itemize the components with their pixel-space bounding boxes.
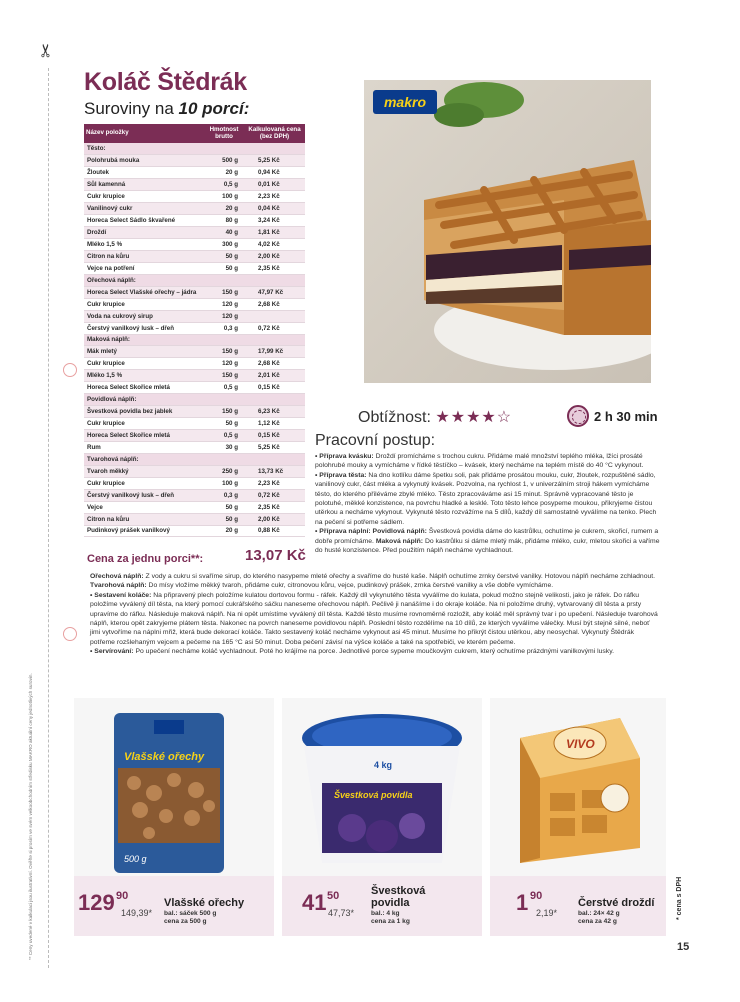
- ingredient-weight: 100 g: [204, 477, 244, 489]
- ingredient-price: 6,23 Kč: [244, 406, 305, 418]
- ingredient-name: Sůl kamenná: [84, 179, 204, 191]
- step-dough: • Příprava těsta: Na dno kotlíku dáme špetku soli, pak přidáme prosátou mouku, cukr, žloutek, rozpuštěné sádlo, vanilinový cukr, část mléka a vykynutý kvásek. Pozvolna, na rychlost 1, v univerzálním stroji hákem vymícháme těsto, do kterého přiléváme zbylé mléko. Těsto zpracováváme asi 15 minut. Správně vypracované těsto je polotuhé, měkké konzistence, na povrchu hladké a lesklé. Toto těsto lehce posypeme moukou, přikryjeme čistou utěrkou a necháme vykynout. Vykynuté těsto rozvážíme na 5 dílů, každý díl samostatně vyválíme na tenko. Plech na pečení si potřeme sádlem.: [315, 471, 657, 526]
- ingredient-price: 0,72 Kč: [244, 489, 305, 501]
- ingredient-price: [244, 310, 305, 322]
- ingredient-price: 0,15 Kč: [244, 382, 305, 394]
- price-decimal: 90: [530, 890, 543, 902]
- ingredient-name: Ořechová náplň:: [84, 274, 204, 286]
- ingredient-name: Cukr krupice: [84, 191, 204, 203]
- ingredient-weight: 50 g: [204, 250, 244, 262]
- step-subtitle: Povidlová náplň:: [372, 528, 427, 536]
- product-image-yeast: [490, 698, 666, 876]
- table-row: [84, 191, 305, 203]
- difficulty: [358, 407, 512, 427]
- product-unit: cena za 1 kg: [371, 918, 410, 925]
- ingredients-table: [84, 124, 305, 537]
- ingredient-weight: 150 g: [204, 370, 244, 382]
- punch-hole-mark: [63, 627, 77, 641]
- ingredient-price: 5,25 Kč: [244, 441, 305, 453]
- procedure-title: Pracovní postup:: [315, 432, 436, 449]
- ingredient-weight: 30 g: [204, 441, 244, 453]
- ingredient-price: 1,81 Kč: [244, 227, 305, 239]
- table-row: [84, 262, 305, 274]
- ingredient-name: Vejce: [84, 501, 204, 513]
- price-decimal: 50: [327, 890, 340, 902]
- ingredient-name: Citron na kůru: [84, 513, 204, 525]
- ingredient-name: Cukr krupice: [84, 298, 204, 310]
- step-subtitle: Tvarohová náplň:: [90, 582, 147, 590]
- ingredient-price: 2,68 Kč: [244, 358, 305, 370]
- ingredient-weight: 0,3 g: [204, 489, 244, 501]
- price-with-vat: 2,19*: [536, 908, 558, 918]
- plum-jam-pack-label: Švestková povidla: [334, 790, 413, 800]
- portion-price-label: Cena za jednu porci**:: [87, 553, 204, 565]
- ingredient-weight: [204, 394, 244, 406]
- step-text: Z vody a cukru si svaříme sirup, do kterého nasypeme mleté ořechy a svaříme do husté kaše. Náplň ochutíme zrnky čerstvé vanilky. Hotovou náplň necháme zchladnout.: [145, 573, 656, 580]
- procedure-steps-right: [315, 452, 660, 555]
- column-header-price: Kalkulovaná cena (bez DPH): [248, 125, 301, 140]
- ingredient-name: Žloutek: [84, 167, 204, 179]
- step-text: Po upečení necháme koláč vychladnout. Poté ho krájíme na porce. Jednotlivé porce sypeme moučkovým cukrem, který ochutíme prázdnými vanilkovými lusky.: [135, 648, 614, 656]
- ingredient-price: 0,04 Kč: [244, 203, 305, 215]
- product-name: Vlašské ořechy: [164, 897, 245, 909]
- table-row: [84, 215, 305, 227]
- ingredient-name: Citron na kůru: [84, 250, 204, 262]
- ingredient-name: Čerstvý vanilkový lusk – dřeň: [84, 489, 204, 501]
- ingredient-price: 0,15 Kč: [244, 430, 305, 442]
- side-note: ** Ceny uvedené v kalkulaci jsou ilustrativní. Ověřte si prosím ve svém velkoobchodním středisku MAKRO aktuální ceny jednotlivých surovin.: [28, 673, 33, 960]
- step-fillings-cont: [90, 572, 660, 591]
- table-row: [84, 430, 305, 442]
- ingredient-name: Cukr krupice: [84, 477, 204, 489]
- product-image-plum-jam: [282, 698, 482, 876]
- ingredient-name: Tvaroh měkký: [84, 465, 204, 477]
- product-name: Čerstvé droždí: [578, 897, 655, 909]
- column-header-weight: Hmotnost brutto: [209, 125, 239, 140]
- ingredient-weight: 100 g: [204, 191, 244, 203]
- ingredient-name: Maková náplň:: [84, 334, 204, 346]
- ingredient-weight: 20 g: [204, 167, 244, 179]
- step-text: Do kastrůlku si dáme mletý mák, přidáme mléko, cukr, mletou skořici a vaříme do husté konzistence. Před použitím náplň necháme vychladnout.: [315, 537, 660, 555]
- ingredient-weight: 0,5 g: [204, 382, 244, 394]
- product-name: Švestková povidla: [371, 885, 426, 909]
- step-serving: • Servírování: Po upečení necháme koláč vychladnout. Poté ho krájíme na porce. Jednotlivé porce sypeme moučkovým cukrem, který ochutíme prázdnými vanilkovými lusky.: [90, 648, 614, 656]
- product-pack: bal.: 24× 42 g: [578, 910, 620, 917]
- table-row: [84, 489, 305, 501]
- product-card-yeast: [490, 876, 666, 936]
- price-integer: 129: [78, 890, 115, 915]
- ingredient-weight: 0,3 g: [204, 322, 244, 334]
- makro-logo: makro: [373, 90, 437, 114]
- step-subtitle: Maková náplň:: [375, 537, 424, 545]
- ingredient-price: 2,35 Kč: [244, 262, 305, 274]
- step-title: Sestavení koláče:: [94, 591, 152, 599]
- table-section-row: [84, 334, 305, 346]
- table-row: [84, 370, 305, 382]
- step-text: Droždí promícháme s trochou cukru. Přidáme malé množství teplého mléka, lžíci prosáté polohrubé mouky a vymícháme v řídké těstíčko – kvásek, který necháme na teplém místě do 40 °C vykynout.: [315, 453, 644, 470]
- ingredient-name: Cukr krupice: [84, 418, 204, 430]
- ingredient-price: 2,23 Kč: [244, 477, 305, 489]
- recipe-title: Koláč Štědrák: [84, 68, 247, 96]
- ingredient-weight: 150 g: [204, 406, 244, 418]
- portions-count: 10 porcí:: [178, 99, 250, 118]
- ingredient-weight: 0,5 g: [204, 179, 244, 191]
- table-section-row: [84, 453, 305, 465]
- ingredient-name: Horeca Select Skořice mletá: [84, 382, 204, 394]
- ingredient-weight: 120 g: [204, 310, 244, 322]
- plum-jam-bucket-illustration: [282, 698, 482, 876]
- table-row: [84, 239, 305, 251]
- yeast-box-illustration: [490, 698, 666, 876]
- ingredient-name: Těsto:: [84, 143, 204, 155]
- ingredient-price: 3,24 Kč: [244, 215, 305, 227]
- ingredient-weight: 50 g: [204, 262, 244, 274]
- table-section-row: [84, 394, 305, 406]
- table-row: [84, 286, 305, 298]
- table-row: [84, 465, 305, 477]
- ingredient-price: [244, 274, 305, 286]
- ingredient-price: 1,12 Kč: [244, 418, 305, 430]
- ingredient-name: Vanilinový cukr: [84, 203, 204, 215]
- product-unit: cena za 42 g: [578, 918, 617, 925]
- ingredient-name: Čerstvý vanilkový lusk – dřeň: [84, 322, 204, 334]
- step-title: Příprava náplní:: [319, 528, 371, 536]
- product-card-walnuts: [74, 876, 274, 936]
- vat-note: * cena s DPH: [676, 876, 683, 920]
- procedure-steps-full: [90, 572, 660, 657]
- table-row: [84, 358, 305, 370]
- product-card-plum-jam: [282, 876, 482, 936]
- preparation-time: 2 h 30 min: [594, 409, 658, 424]
- ingredient-price: 2,00 Kč: [244, 250, 305, 262]
- ingredient-name: Cukr krupice: [84, 358, 204, 370]
- ingredient-weight: [204, 274, 244, 286]
- page-number: 15: [677, 941, 690, 953]
- ingredient-name: Pudinkový prášek vanilkový: [84, 525, 204, 537]
- ingredient-price: [244, 453, 305, 465]
- ingredient-price: 2,35 Kč: [244, 501, 305, 513]
- ingredient-weight: 500 g: [204, 155, 244, 167]
- ingredient-price: 17,99 Kč: [244, 346, 305, 358]
- plum-jam-pack-weight: 4 kg: [374, 760, 393, 770]
- table-row: [84, 346, 305, 358]
- ingredient-price: [244, 394, 305, 406]
- table-row: [84, 250, 305, 262]
- ingredient-price: 47,97 Kč: [244, 286, 305, 298]
- ingredient-price: 4,02 Kč: [244, 239, 305, 251]
- table-row: [84, 227, 305, 239]
- step-subtitle: Ořechová náplň:: [90, 573, 144, 580]
- ingredient-weight: 50 g: [204, 513, 244, 525]
- ingredient-weight: 120 g: [204, 298, 244, 310]
- difficulty-label: Obtížnost:: [358, 409, 431, 426]
- table-row: [84, 418, 305, 430]
- step-title: Příprava kvásku:: [319, 453, 374, 460]
- table-row: [84, 501, 305, 513]
- table-row: [84, 203, 305, 215]
- ingredient-name: Rum: [84, 441, 204, 453]
- step-title: Příprava těsta:: [319, 471, 367, 479]
- table-row: [84, 167, 305, 179]
- ingredient-weight: 50 g: [204, 418, 244, 430]
- ingredient-weight: 20 g: [204, 203, 244, 215]
- table-row: [84, 310, 305, 322]
- ingredient-weight: 250 g: [204, 465, 244, 477]
- yeast-pack-label: VIVO: [566, 737, 595, 751]
- ingredient-name: Švestková povidla bez jablek: [84, 406, 204, 418]
- ingredient-weight: 0,5 g: [204, 430, 244, 442]
- price-decimal: 90: [116, 890, 129, 902]
- cake-photo: [364, 80, 651, 383]
- ingredient-price: 13,73 Kč: [244, 465, 305, 477]
- cut-line: [48, 68, 49, 968]
- ingredient-weight: 150 g: [204, 346, 244, 358]
- ingredient-price: 0,88 Kč: [244, 525, 305, 537]
- table-row: [84, 525, 305, 537]
- price-integer: 41: [302, 890, 327, 915]
- ingredient-name: Voda na cukrový sirup: [84, 310, 204, 322]
- ingredient-weight: [204, 453, 244, 465]
- subtitle-prefix: Suroviny na: [84, 99, 174, 118]
- price-with-vat: 47,73*: [328, 908, 355, 918]
- ingredient-price: 0,94 Kč: [244, 167, 305, 179]
- product-unit: cena za 500 g: [164, 918, 207, 925]
- price-with-vat: 149,39*: [121, 908, 153, 918]
- walnuts-pack-label: Vlašské ořechy: [124, 751, 205, 763]
- step-text: Na dno kotlíku dáme špetku soli, pak přidáme prosátou mouku, cukr, žloutek, rozpuštěné sádlo, vanilinový cukr, část mléka a vykynutý kvásek. Pozvolna, na rychlost 1, v univerzálním stroji hákem vymícháme těsto, do kterého přiléváme zbylé mléko. Těsto zpracováváme asi 15 minut. Správně vypracované těsto je polotuhé, měkké konzistence, na povrchu hladké a lesklé. Toto těsto lehce posypeme moukou, přikryjeme čistou utěrkou a necháme vykynout. Vykynuté těsto rozvážíme na 5 dílů, každý díl samostatně vyválíme na tenko. Plech na pečení si potřeme sádlem.: [315, 471, 657, 526]
- step-text: Na připravený plech položíme kulatou dortovou formu - ráfek. Každý díl vykynutého těsta vyválíme do kulata, pokud možno stejně velikosti, jako je ráfek. Do ráfku položíme vyválený díl těsta, na který pomocí cukrářského sáčku naneseme ořechovou náplň. Pečlivě ji nanášíme i do okraje koláče. Na ni položíme druhý, vytvarovaný díl těsta a prsty upravíme do ráfku. Následuje maková náplň. Na ni opět umístíme vyválený díl těsta. Každé těsto musíme rovnoměrně rozložit, aby koláč měl správný tvar i po upečení. Následuje tvarohová náplň, kterou opět zakryjeme plátem těsta. Nakonec na povrch naneseme povidlovou náplň. Poslední těsto rozdělíme na 10 dílů, ze kterých vyválíme válečky. Musí být stejně silné, neboť jimi vytvoříme na náplni mřiž, která bude dekorací koláče. Takto sestavený koláč necháme vykynout asi 45 minut. Musíme ho přikrýt čistou utěrkou, aby neosychal. Vykynutý Štědrák potřeme rozšlehaným vejcem a pečeme na 165 °C asi 50 minut. Doba pečení závisí na výšce koláče a také na spotřebiči, ve kterém pečeme.: [90, 591, 658, 646]
- step-fillings: • Příprava náplní: Povidlová náplň: Švestková povidla dáme do kastrůlku, ochutíme je cukrem, skořicí, rumem a dobře promícháme. Maková náplň: Do kastrůlku si dáme mletý mák, přidáme mléko, cukr, mletou skořici a vaříme do husté konzistence. Před použitím náplň necháme vychladnout.: [315, 528, 660, 555]
- step-text: Do mísy vložíme měkký tvaroh, přidáme cukr, citronovou kůru, vejce, pudinkový prášek, zrnka čerstvé vanilky a vše dobře vymícháme.: [148, 582, 554, 590]
- ingredient-name: Horeca Select Sádlo škvařené: [84, 215, 204, 227]
- table-section-row: [84, 274, 305, 286]
- ingredient-price: [244, 143, 305, 155]
- ingredient-name: Mléko 1,5 %: [84, 370, 204, 382]
- column-header-name: Název položky: [86, 129, 129, 137]
- clock-ring-icon: [567, 405, 589, 427]
- step-text: Švestková povidla dáme do kastrůlku, ochutíme je cukrem, skořicí, rumem a dobře promícháme.: [315, 528, 659, 545]
- portion-price-value: 13,07 Kč: [245, 547, 306, 564]
- ingredient-name: Mák mletý: [84, 346, 204, 358]
- table-row: [84, 322, 305, 334]
- ingredient-price: 0,72 Kč: [244, 322, 305, 334]
- ingredient-weight: 120 g: [204, 358, 244, 370]
- table-section-row: [84, 143, 305, 155]
- table-header-row: [84, 124, 305, 143]
- ingredient-weight: 50 g: [204, 501, 244, 513]
- step-assembly: • Sestavení koláče: Na připravený plech položíme kulatou dortovou formu - ráfek. Každý díl vykynutého těsta vyválíme do kulata, pokud možno stejně velikosti, jako je ráfek. Do ráfku položíme vyválený díl těsta, na který pomocí cukrářského sáčku naneseme ořechovou náplň. Pečlivě ji nanášíme i do okraje koláče. Na ni položíme druhý, vytvarovaný díl těsta a prsty upravíme do ráfku. Následuje maková náplň. Na ni opět umístíme vyválený díl těsta. Každé těsto musíme rovnoměrně rozložit, aby koláč měl správný tvar i po upečení. Následuje tvarohová náplň, kterou opět zakryjeme plátem těsta. Nakonec na povrch naneseme povidlovou náplň. Poslední těsto rozdělíme na 10 dílů, ze kterých vyválíme válečky. Musí být stejně silné, neboť jimi vytvoříme na náplni mřiž, která bude dekorací koláče. Takto sestavený koláč necháme vykynout asi 45 minut. Musíme ho přikrýt čistou utěrkou, aby neosychal. Vykynutý Štědrák potřeme rozšlehaným vejcem a pečeme na 165 °C asi 50 minut. Doba pečení závisí na výšce koláče a také na spotřebiči, ve kterém pečeme.: [90, 591, 658, 646]
- ingredient-price: 2,23 Kč: [244, 191, 305, 203]
- walnuts-pack-weight: 500 g: [124, 854, 147, 864]
- ingredient-weight: 20 g: [204, 525, 244, 537]
- product-image-walnuts: [74, 698, 274, 876]
- table-row: [84, 406, 305, 418]
- step-starter: • Příprava kvásku: Droždí promícháme s trochou cukru. Přidáme malé množství teplého mléka, lžíci prosáté polohrubé mouky a vymícháme v řídké těstíčko – kvásek, který necháme na teplém místě do 40 °C vykynout.: [315, 453, 644, 470]
- cake-illustration: [364, 80, 651, 383]
- ingredient-price: 2,00 Kč: [244, 513, 305, 525]
- ingredient-price: 0,01 Kč: [244, 179, 305, 191]
- scissors-icon: ✂: [36, 42, 57, 59]
- table-row: [84, 477, 305, 489]
- recipe-subtitle: [84, 99, 249, 119]
- table-row: [84, 382, 305, 394]
- ingredient-name: Vejce na potření: [84, 262, 204, 274]
- ingredient-name: Povidlová náplň:: [84, 394, 204, 406]
- ingredient-name: Droždí: [84, 227, 204, 239]
- ingredient-weight: 300 g: [204, 239, 244, 251]
- ingredient-name: Mléko 1,5 %: [84, 239, 204, 251]
- ingredients-table-body: [84, 143, 305, 537]
- table-row: [84, 179, 305, 191]
- ingredient-weight: [204, 334, 244, 346]
- ingredient-price: 2,01 Kč: [244, 370, 305, 382]
- ingredient-price: [244, 334, 305, 346]
- ingredient-price: 2,68 Kč: [244, 298, 305, 310]
- ingredient-name: Polohrubá mouka: [84, 155, 204, 167]
- product-pack: bal.: sáček 500 g: [164, 910, 217, 917]
- table-row: [84, 298, 305, 310]
- ingredient-weight: 80 g: [204, 215, 244, 227]
- product-pack: bal.: 4 kg: [371, 910, 400, 917]
- walnuts-package-illustration: [74, 698, 274, 876]
- punch-hole-mark: [63, 363, 77, 377]
- ingredient-weight: 40 g: [204, 227, 244, 239]
- step-title: Servírování:: [94, 648, 134, 656]
- table-row: [84, 513, 305, 525]
- table-row: [84, 155, 305, 167]
- ingredient-name: Horeca Select Skořice mletá: [84, 430, 204, 442]
- difficulty-stars: ★★★★☆: [435, 409, 513, 426]
- ingredient-name: Horeca Select Vlašské ořechy – jádra: [84, 286, 204, 298]
- price-integer: 1: [516, 890, 529, 915]
- ingredient-price: 5,25 Kč: [244, 155, 305, 167]
- ingredient-name: Tvarohová náplň:: [84, 453, 204, 465]
- ingredient-weight: [204, 143, 244, 155]
- ingredient-weight: 150 g: [204, 286, 244, 298]
- table-row: [84, 441, 305, 453]
